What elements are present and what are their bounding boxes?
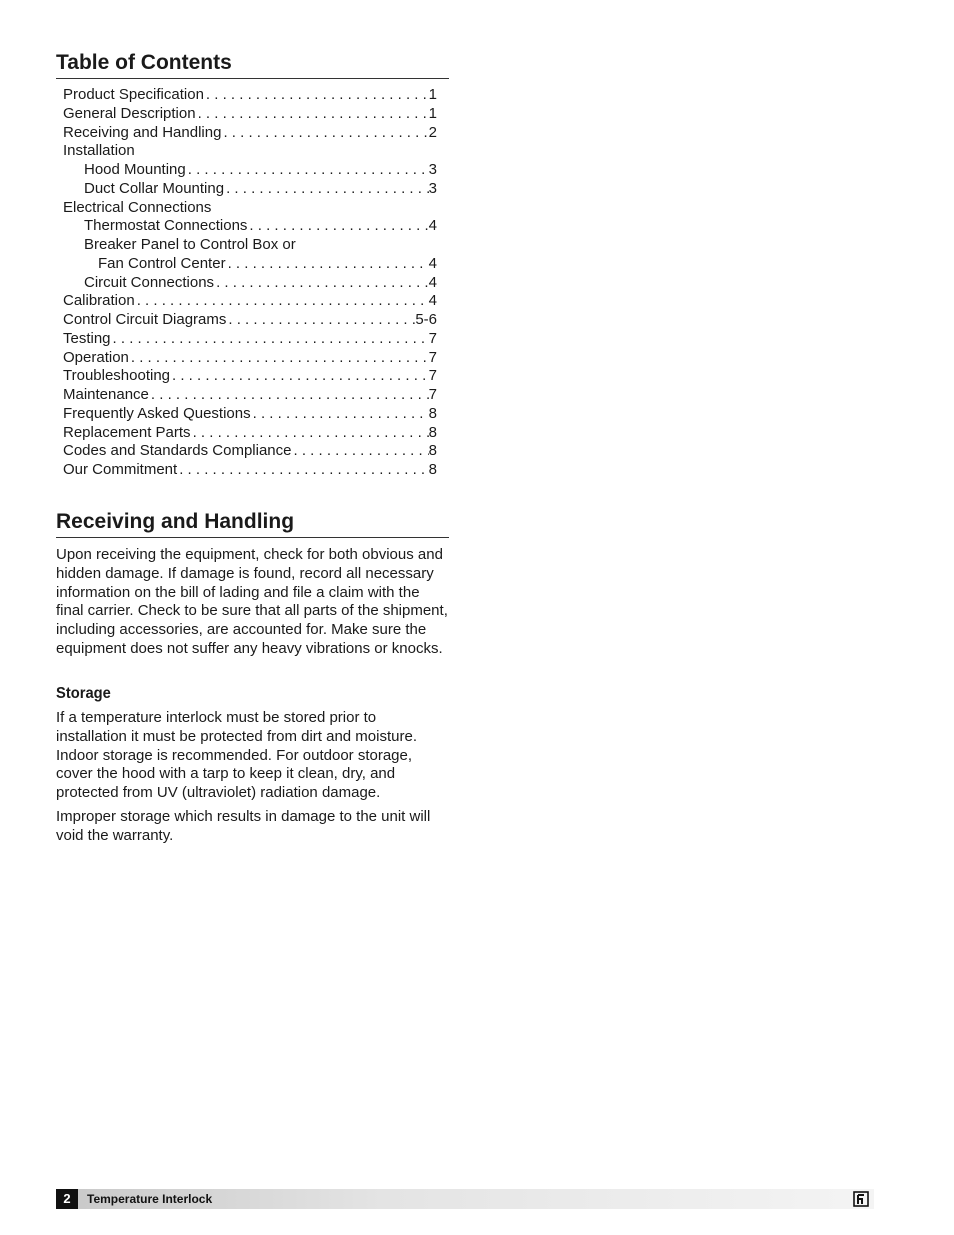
toc-dot-leader [224,180,429,199]
toc-entry [63,311,437,330]
toc-entry [63,105,437,124]
toc-entry-page: 1 [428,104,437,122]
greenheck-logo-icon [853,1191,869,1207]
toc-entry-label: Breaker Panel to Control Box or [84,236,296,253]
toc-entry [63,367,437,386]
toc-entry-label: Electrical Connections [63,198,212,216]
toc-entry-page: 8 [428,442,437,460]
toc-entry-label: Product Specification [63,86,204,103]
toc-dot-leader [196,105,429,124]
toc-entry [63,292,437,311]
toc-entry-page: 3 [428,161,437,178]
toc-entry-page: 7 [428,348,437,366]
toc-entry-page: 7 [428,386,437,403]
toc-dot-leader [135,292,429,311]
toc-entry-label: Installation [63,142,135,160]
page-number: 2 [56,1189,78,1209]
toc-entry-page: 8 [428,423,437,441]
storage-paragraph-1: If a temperature interlock must be stored prior to installation it must be protected from dirt and moisture. Indoor storage is recommended. For outdoor storage, cover the hood with a tarp to keep it clean, dry, and protected from UV (ultraviolet) radiation damage. [56,709,417,802]
toc-entry [63,405,437,424]
toc-entry-label: Circuit Connections [84,273,215,291]
toc-entry-page: 4 [428,217,437,235]
storage-title: Storage [56,685,111,702]
toc-entry [63,161,437,180]
page-footer [56,1189,874,1209]
toc-entry-page: 8 [428,404,437,422]
toc-entry [63,124,437,143]
toc-dot-leader [226,311,415,330]
toc-entry-label: Fan Control Center [98,254,226,272]
toc-entry [63,142,437,161]
toc-title: Table of Contents [56,50,449,79]
toc-entry-label: Codes and Standards Compliance [63,442,292,460]
toc-entry-page: 4 [428,273,437,291]
toc-heading [56,50,449,79]
toc-entry [63,180,437,199]
toc-entry-page: 1 [428,86,437,103]
toc-dot-leader [291,442,428,461]
toc-list [63,86,437,480]
toc-dot-leader [226,255,429,274]
toc-entry-label: Control Circuit Diagrams [63,311,227,328]
toc-entry-label: Frequently Asked Questions [63,404,251,422]
toc-entry [63,349,437,368]
toc-entry-label: Replacement Parts [63,423,191,441]
toc-dot-leader [247,217,428,236]
toc-entry-label: Maintenance [63,386,149,403]
toc-entry [63,442,437,461]
toc-entry [63,274,437,293]
toc-entry-label: Our Commitment [63,461,178,478]
receiving-heading [56,509,449,538]
toc-entry [63,236,437,255]
toc-entry-page: 7 [428,329,437,347]
toc-entry-page: 3 [428,179,437,197]
toc-dot-leader [251,405,429,424]
toc-dot-leader [149,386,429,405]
toc-entry [63,330,437,349]
receiving-body: Upon receiving the equipment, check for both obvious and hidden damage. If damage is found, record all necessary information on the bill of lading and file a claim with the final carrier. Check to be sure that all parts of the shipment, including accessories, are accounted for. Make sure the equipment does not suffer any heavy vibrations or knocks. [56,546,448,657]
toc-entry [63,386,437,405]
toc-entry-label: Testing [63,329,111,347]
toc-entry [63,424,437,443]
toc-entry-label: Troubleshooting [63,367,171,385]
toc-entry-page: 5-6 [415,311,437,328]
toc-entry [63,255,437,274]
toc-entry-page: 8 [428,461,437,478]
toc-entry-page: 2 [428,123,437,141]
toc-entry-page: 4 [428,254,437,272]
toc-entry-page: 4 [428,292,437,310]
toc-entry-label: Thermostat Connections [84,217,248,235]
toc-dot-leader [191,424,429,443]
receiving-title: Receiving and Handling [56,509,449,538]
toc-dot-leader [170,367,429,386]
toc-entry [63,461,437,480]
toc-dot-leader [214,274,429,293]
toc-entry-page: 7 [428,367,437,385]
toc-entry-label: Receiving and Handling [63,123,222,141]
toc-entry-label: General Description [63,104,196,122]
toc-entry [63,199,437,218]
toc-entry [63,86,437,105]
toc-entry-label: Duct Collar Mounting [84,179,225,197]
footer-title: Temperature Interlock [87,1192,213,1206]
toc-entry-label: Calibration [63,292,135,310]
toc-entry-label: Hood Mounting [84,161,186,178]
toc-dot-leader [204,86,429,105]
toc-entry [63,217,437,236]
toc-dot-leader [111,330,429,349]
toc-dot-leader [221,124,428,143]
toc-dot-leader [177,461,428,480]
toc-entry-label: Operation [63,348,129,366]
toc-dot-leader [186,161,429,180]
storage-paragraph-2: Improper storage which results in damage to the unit will void the warranty. [56,808,431,844]
toc-dot-leader [129,349,429,368]
